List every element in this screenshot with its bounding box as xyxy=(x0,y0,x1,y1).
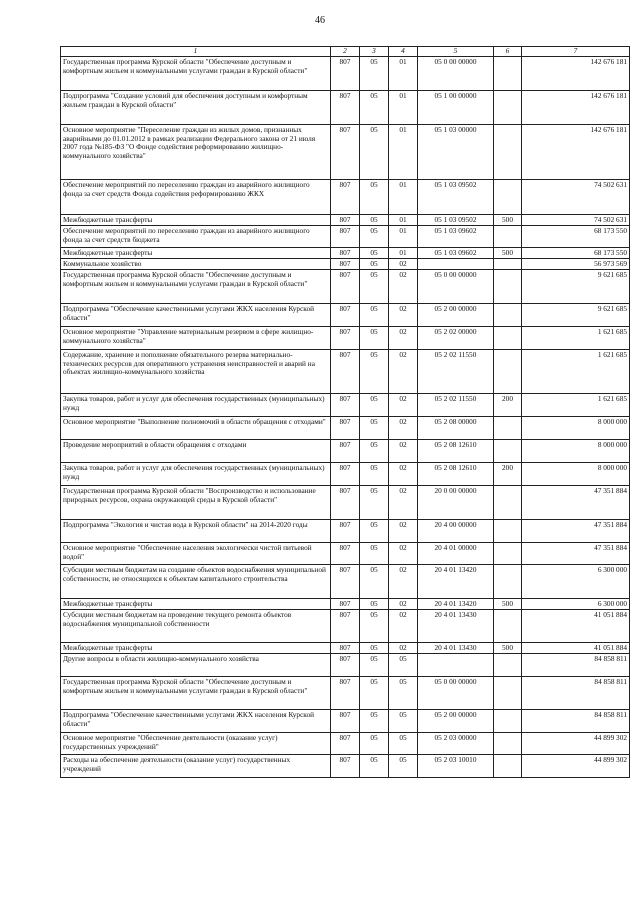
column-header: 6 xyxy=(494,47,522,57)
section-code: 05 xyxy=(360,304,389,327)
ministry-code: 807 xyxy=(331,417,360,440)
target-article-code: 05 2 03 10010 xyxy=(418,755,494,778)
expense-type-code: 500 xyxy=(494,215,522,226)
expense-type-code: 500 xyxy=(494,599,522,610)
ministry-code: 807 xyxy=(331,733,360,755)
section-code: 05 xyxy=(360,270,389,304)
row-name: Подпрограмма "Обеспечение качественными услугами ЖКХ населения Курской области" xyxy=(61,304,331,327)
column-header: 4 xyxy=(389,47,418,57)
ministry-code: 807 xyxy=(331,57,360,91)
amount: 8 000 000 xyxy=(522,463,630,486)
section-code: 05 xyxy=(360,226,389,248)
amount: 84 858 811 xyxy=(522,677,630,710)
target-article-code: 05 2 03 00000 xyxy=(418,733,494,755)
target-article-code: 05 2 02 00000 xyxy=(418,327,494,350)
table-row xyxy=(61,270,630,304)
table-row xyxy=(61,520,630,543)
amount: 41 051 884 xyxy=(522,610,630,643)
subsection-code: 01 xyxy=(389,57,418,91)
table-row xyxy=(61,226,630,248)
amount: 9 621 685 xyxy=(522,304,630,327)
expense-type-code: 500 xyxy=(494,248,522,259)
expense-type-code: 200 xyxy=(494,463,522,486)
section-code: 05 xyxy=(360,733,389,755)
amount: 142 676 181 xyxy=(522,91,630,125)
table-row xyxy=(61,327,630,350)
subsection-code: 02 xyxy=(389,610,418,643)
column-header: 7 xyxy=(522,47,630,57)
target-article-code: 05 1 03 09602 xyxy=(418,226,494,248)
amount: 44 899 302 xyxy=(522,755,630,778)
expense-type-code xyxy=(494,270,522,304)
section-code: 05 xyxy=(360,215,389,226)
subsection-code: 02 xyxy=(389,394,418,417)
table-row xyxy=(61,463,630,486)
subsection-code: 02 xyxy=(389,565,418,599)
target-article-code: 05 2 08 12610 xyxy=(418,463,494,486)
ministry-code: 807 xyxy=(331,394,360,417)
target-article-code: 05 0 00 00000 xyxy=(418,677,494,710)
subsection-code: 02 xyxy=(389,543,418,565)
amount: 84 858 811 xyxy=(522,654,630,677)
ministry-code: 807 xyxy=(331,440,360,463)
page-number: 46 xyxy=(315,15,325,26)
ministry-code: 807 xyxy=(331,125,360,180)
row-name: Межбюджетные трансферты xyxy=(61,643,331,654)
row-name: Государственная программа Курской области "Обеспечение доступным и комфортным жильем и коммунальными услугами граждан в Курской области" xyxy=(61,57,331,91)
table-row xyxy=(61,57,630,91)
ministry-code: 807 xyxy=(331,270,360,304)
subsection-code: 02 xyxy=(389,440,418,463)
ministry-code: 807 xyxy=(331,520,360,543)
amount: 41 051 884 xyxy=(522,643,630,654)
target-article-code: 05 2 00 00000 xyxy=(418,304,494,327)
amount: 47 351 884 xyxy=(522,520,630,543)
expense-type-code xyxy=(494,91,522,125)
expense-type-code xyxy=(494,520,522,543)
target-article-code: 05 1 03 00000 xyxy=(418,125,494,180)
amount: 74 502 631 xyxy=(522,180,630,215)
target-article-code: 05 1 03 09602 xyxy=(418,248,494,259)
row-name: Субсидии местным бюджетам на создание объектов водоснабжения муниципальной собственности, не относящихся к объектам капитального строительства xyxy=(61,565,331,599)
ministry-code: 807 xyxy=(331,643,360,654)
subsection-code: 02 xyxy=(389,304,418,327)
row-name: Государственная программа Курской области "Обеспечение доступным и комфортным жильем и коммунальными услугами граждан в Курской области" xyxy=(61,270,331,304)
expense-type-code xyxy=(494,125,522,180)
subsection-code: 01 xyxy=(389,125,418,180)
target-article-code: 20 0 00 00000 xyxy=(418,486,494,520)
section-code: 05 xyxy=(360,520,389,543)
section-code: 05 xyxy=(360,259,389,270)
subsection-code: 02 xyxy=(389,259,418,270)
subsection-code: 02 xyxy=(389,643,418,654)
target-article-code: 05 2 02 11550 xyxy=(418,394,494,417)
target-article-code: 05 2 02 11550 xyxy=(418,350,494,394)
expense-type-code xyxy=(494,226,522,248)
section-code: 05 xyxy=(360,543,389,565)
row-name: Проведение мероприятий в области обращения с отходами xyxy=(61,440,331,463)
section-code: 05 xyxy=(360,643,389,654)
expense-type-code xyxy=(494,565,522,599)
ministry-code: 807 xyxy=(331,677,360,710)
amount: 8 000 000 xyxy=(522,440,630,463)
subsection-code: 05 xyxy=(389,654,418,677)
ministry-code: 807 xyxy=(331,226,360,248)
column-header: 5 xyxy=(418,47,494,57)
subsection-code: 02 xyxy=(389,463,418,486)
ministry-code: 807 xyxy=(331,248,360,259)
expense-type-code xyxy=(494,543,522,565)
section-code: 05 xyxy=(360,248,389,259)
subsection-code: 01 xyxy=(389,248,418,259)
section-code: 05 xyxy=(360,599,389,610)
amount: 1 621 685 xyxy=(522,350,630,394)
ministry-code: 807 xyxy=(331,654,360,677)
ministry-code: 807 xyxy=(331,610,360,643)
expense-type-code xyxy=(494,304,522,327)
table-row xyxy=(61,565,630,599)
target-article-code: 05 1 03 09502 xyxy=(418,215,494,226)
section-code: 05 xyxy=(360,125,389,180)
row-name: Обеспечение мероприятий по переселению граждан из аварийного жилищного фонда за счет средств Фонда содействия реформированию ЖКХ xyxy=(61,180,331,215)
ministry-code: 807 xyxy=(331,91,360,125)
section-code: 05 xyxy=(360,463,389,486)
ministry-code: 807 xyxy=(331,259,360,270)
row-name: Другие вопросы в области жилищно-коммунального хозяйства xyxy=(61,654,331,677)
amount: 56 973 569 xyxy=(522,259,630,270)
ministry-code: 807 xyxy=(331,327,360,350)
expense-type-code xyxy=(494,350,522,394)
expense-type-code xyxy=(494,417,522,440)
subsection-code: 05 xyxy=(389,677,418,710)
section-code: 05 xyxy=(360,394,389,417)
section-code: 05 xyxy=(360,91,389,125)
ministry-code: 807 xyxy=(331,565,360,599)
table-row xyxy=(61,350,630,394)
section-code: 05 xyxy=(360,486,389,520)
ministry-code: 807 xyxy=(331,180,360,215)
table-row xyxy=(61,733,630,755)
expense-type-code: 200 xyxy=(494,394,522,417)
section-code: 05 xyxy=(360,180,389,215)
row-name: Подпрограмма "Создание условий для обеспечения доступным и комфортным жильем граждан в Курской области" xyxy=(61,91,331,125)
row-name: Межбюджетные трансферты xyxy=(61,248,331,259)
subsection-code: 02 xyxy=(389,599,418,610)
section-code: 05 xyxy=(360,350,389,394)
subsection-code: 02 xyxy=(389,417,418,440)
table-row xyxy=(61,755,630,778)
ministry-code: 807 xyxy=(331,486,360,520)
row-name: Основное мероприятие "Переселение граждан из жилых домов, признанных аварийными до 01.01.2012 в рамках реализации Федерального закона от 21 июля 2007 года №185-ФЗ "О Фонде содействия реформированию жилищно-коммунального хозяйства" xyxy=(61,125,331,180)
target-article-code: 05 0 00 00000 xyxy=(418,270,494,304)
amount: 8 000 000 xyxy=(522,417,630,440)
expense-type-code: 500 xyxy=(494,643,522,654)
subsection-code: 02 xyxy=(389,486,418,520)
section-code: 05 xyxy=(360,565,389,599)
table-row xyxy=(61,710,630,733)
column-header: 1 xyxy=(61,47,331,57)
ministry-code: 807 xyxy=(331,463,360,486)
amount: 68 173 550 xyxy=(522,248,630,259)
expense-type-code xyxy=(494,180,522,215)
table-row xyxy=(61,610,630,643)
table-row xyxy=(61,654,630,677)
row-name: Межбюджетные трансферты xyxy=(61,599,331,610)
ministry-code: 807 xyxy=(331,350,360,394)
amount: 47 351 884 xyxy=(522,543,630,565)
subsection-code: 01 xyxy=(389,215,418,226)
row-name: Подпрограмма "Обеспечение качественными услугами ЖКХ населения Курской области" xyxy=(61,710,331,733)
row-name: Закупка товаров, работ и услуг для обеспечения государственных (муниципальных) нужд xyxy=(61,394,331,417)
amount: 6 300 000 xyxy=(522,599,630,610)
row-name: Расходы на обеспечение деятельности (оказание услуг) государственных учреждений xyxy=(61,755,331,778)
subsection-code: 02 xyxy=(389,327,418,350)
table-row xyxy=(61,180,630,215)
table-row xyxy=(61,259,630,270)
row-name: Содержание, хранение и пополнение обязательного резерва материально-технических ресурсов для оперативного устранения неисправностей и аварий на объектах жилищно-коммунального хозяйства xyxy=(61,350,331,394)
section-code: 05 xyxy=(360,755,389,778)
expense-type-code xyxy=(494,654,522,677)
amount: 142 676 181 xyxy=(522,57,630,91)
target-article-code: 05 1 00 00000 xyxy=(418,91,494,125)
table-row xyxy=(61,91,630,125)
row-name: Основное мероприятие "Обеспечение деятельности (оказание услуг) государственных учреждений" xyxy=(61,733,331,755)
row-name: Коммунальное хозяйство xyxy=(61,259,331,270)
row-name: Государственная программа Курской области "Воспроизводство и использование природных ресурсов, охрана окружающей среды в Курской области" xyxy=(61,486,331,520)
expense-type-code xyxy=(494,327,522,350)
table-row xyxy=(61,417,630,440)
amount: 6 300 000 xyxy=(522,565,630,599)
ministry-code: 807 xyxy=(331,755,360,778)
row-name: Основное мероприятие "Выполнение полномочий в области обращения с отходами" xyxy=(61,417,331,440)
table-row xyxy=(61,599,630,610)
subsection-code: 01 xyxy=(389,91,418,125)
expense-type-code xyxy=(494,57,522,91)
target-article-code: 20 4 01 13420 xyxy=(418,599,494,610)
section-code: 05 xyxy=(360,327,389,350)
table-row xyxy=(61,486,630,520)
row-name: Межбюджетные трансферты xyxy=(61,215,331,226)
target-article-code xyxy=(418,259,494,270)
subsection-code: 05 xyxy=(389,733,418,755)
section-code: 05 xyxy=(360,710,389,733)
subsection-code: 05 xyxy=(389,755,418,778)
section-code: 05 xyxy=(360,440,389,463)
expense-type-code xyxy=(494,755,522,778)
section-code: 05 xyxy=(360,417,389,440)
table-row xyxy=(61,248,630,259)
amount: 9 621 685 xyxy=(522,270,630,304)
target-article-code: 20 4 00 00000 xyxy=(418,520,494,543)
expense-type-code xyxy=(494,677,522,710)
ministry-code: 807 xyxy=(331,543,360,565)
ministry-code: 807 xyxy=(331,710,360,733)
amount: 47 351 884 xyxy=(522,486,630,520)
ministry-code: 807 xyxy=(331,599,360,610)
row-name: Закупка товаров, работ и услуг для обеспечения государственных (муниципальных) нужд xyxy=(61,463,331,486)
amount: 1 621 685 xyxy=(522,327,630,350)
subsection-code: 01 xyxy=(389,180,418,215)
table-row xyxy=(61,643,630,654)
amount: 44 899 302 xyxy=(522,733,630,755)
table-row xyxy=(61,304,630,327)
column-header: 2 xyxy=(331,47,360,57)
budget-table xyxy=(60,46,630,778)
subsection-code: 02 xyxy=(389,350,418,394)
row-name: Субсидии местным бюджетам на проведение текущего ремонта объектов водоснабжения муниципальной собственности xyxy=(61,610,331,643)
row-name: Государственная программа Курской области "Обеспечение доступным и комфортным жильем и коммунальными услугами граждан в Курской области" xyxy=(61,677,331,710)
target-article-code: 20 4 01 13430 xyxy=(418,643,494,654)
amount: 1 621 685 xyxy=(522,394,630,417)
target-article-code: 20 4 01 13420 xyxy=(418,565,494,599)
column-header: 3 xyxy=(360,47,389,57)
row-name: Основное мероприятие "Обеспечение населения экологически чистой питьевой водой" xyxy=(61,543,331,565)
expense-type-code xyxy=(494,733,522,755)
expense-type-code xyxy=(494,486,522,520)
target-article-code: 05 2 08 12610 xyxy=(418,440,494,463)
column-number-row xyxy=(61,47,630,57)
subsection-code: 01 xyxy=(389,226,418,248)
table-row xyxy=(61,394,630,417)
expense-type-code xyxy=(494,440,522,463)
amount: 74 502 631 xyxy=(522,215,630,226)
table-row xyxy=(61,677,630,710)
target-article-code: 20 4 01 13430 xyxy=(418,610,494,643)
section-code: 05 xyxy=(360,57,389,91)
target-article-code: 05 0 00 00000 xyxy=(418,57,494,91)
table-row xyxy=(61,125,630,180)
expense-type-code xyxy=(494,710,522,733)
expense-type-code xyxy=(494,610,522,643)
table-row xyxy=(61,215,630,226)
subsection-code: 02 xyxy=(389,520,418,543)
section-code: 05 xyxy=(360,610,389,643)
table-row xyxy=(61,543,630,565)
row-name: Подпрограмма "Экология и чистая вода в Курской области" на 2014-2020 годы xyxy=(61,520,331,543)
subsection-code: 05 xyxy=(389,710,418,733)
target-article-code xyxy=(418,654,494,677)
section-code: 05 xyxy=(360,654,389,677)
table-row xyxy=(61,440,630,463)
amount: 84 858 811 xyxy=(522,710,630,733)
amount: 68 173 550 xyxy=(522,226,630,248)
row-name: Основное мероприятие "Управление материальным резервом в сфере жилищно-коммунального хозяйства" xyxy=(61,327,331,350)
ministry-code: 807 xyxy=(331,215,360,226)
subsection-code: 02 xyxy=(389,270,418,304)
target-article-code: 05 1 03 09502 xyxy=(418,180,494,215)
target-article-code: 05 2 00 00000 xyxy=(418,710,494,733)
amount: 142 676 181 xyxy=(522,125,630,180)
ministry-code: 807 xyxy=(331,304,360,327)
row-name: Обеспечение мероприятий по переселению граждан из аварийного жилищного фонда за счет средств бюджета xyxy=(61,226,331,248)
target-article-code: 20 4 01 00000 xyxy=(418,543,494,565)
table-body xyxy=(61,57,630,778)
target-article-code: 05 2 08 00000 xyxy=(418,417,494,440)
expense-type-code xyxy=(494,259,522,270)
section-code: 05 xyxy=(360,677,389,710)
